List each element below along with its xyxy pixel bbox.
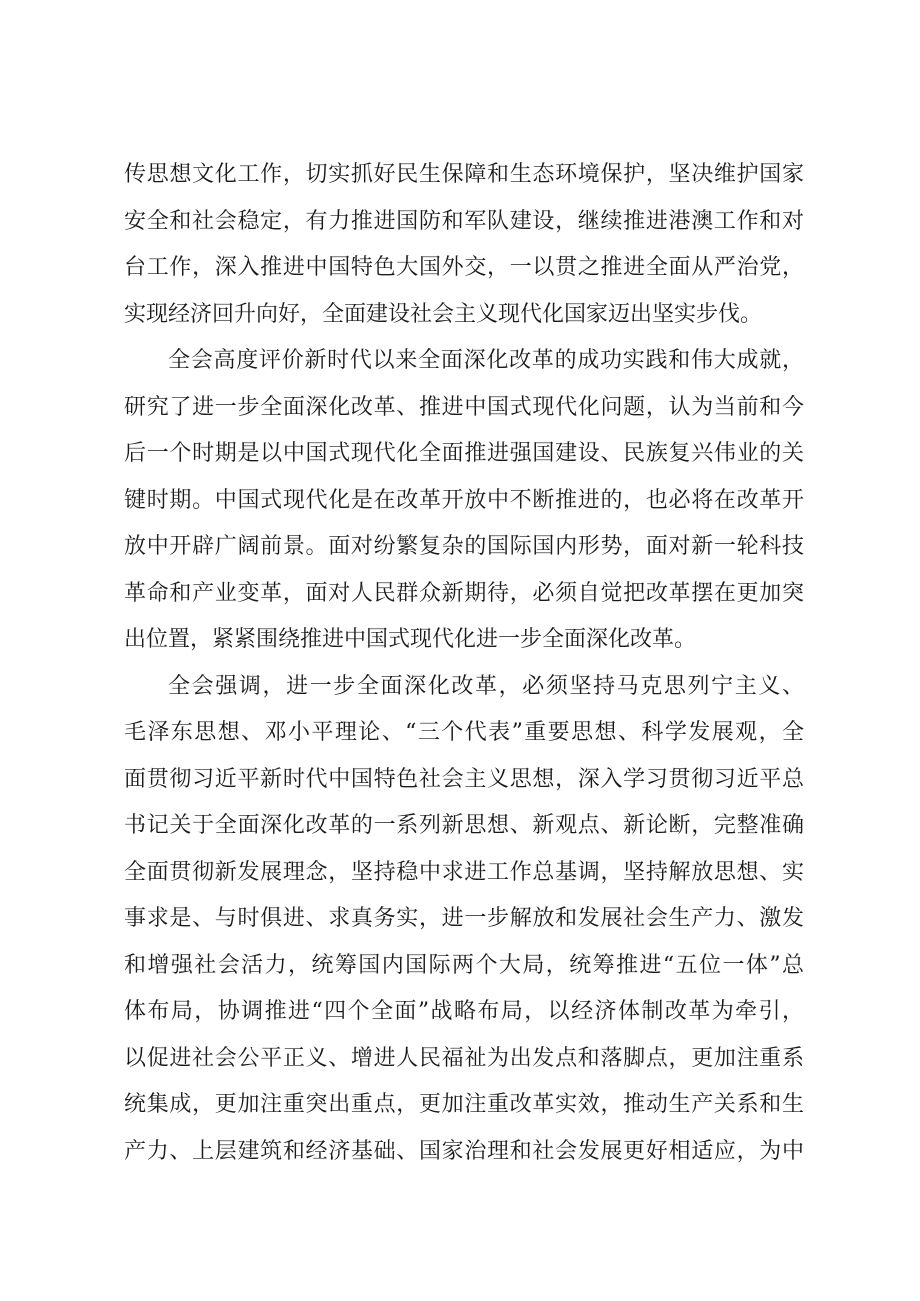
paragraph-2-line-5: 放中开辟广阔前景。面对纷繁复杂的国际国内形势，面对新一轮科技 — [124, 534, 804, 559]
paragraph-3-line-7: 和增强社会活力，统筹国内国际两个大局，统筹推进“五位一体”总 — [124, 952, 804, 978]
paragraph-1-line-4: 实现经济回升向好，全面建设社会主义现代化国家迈出坚实步伐。 — [124, 301, 763, 327]
paragraph-2-line-2: 研究了进一步全面深化改革、推进中国式现代化问题，认为当前和今 — [124, 394, 804, 420]
paragraph-3-line-9: 以促进社会公平正义、增进人民福祉为出发点和落脚点，更加注重系 — [124, 1045, 804, 1071]
paragraph-2-line-4: 键时期。中国式现代化是在改革开放中不断推进的，也必将在改革开 — [124, 487, 804, 513]
paragraph-2-line-6: 革命和产业变革，面对人民群众新期待，必须自觉把改革摆在更加突 — [124, 580, 804, 606]
paragraph-1-line-1: 传思想文化工作，切实抓好民生保障和生态环境保护，坚决维护国家 — [124, 162, 804, 187]
paragraph-3-line-3: 面贯彻习近平新时代中国特色社会主义思想，深入学习贯彻习近平总 — [124, 766, 804, 792]
paragraph-3-line-2: 毛泽东思想、邓小平理论、“三个代表”重要思想、科学发展观，全 — [124, 720, 804, 745]
paragraph-3-line-4: 书记关于全面深化改革的一系列新思想、新观点、新论断，完整准确 — [124, 813, 804, 838]
paragraph-3-line-10: 统集成，更加注重突出重点，更加注重改革实效，推动生产关系和生 — [124, 1092, 804, 1117]
paragraph-3-line-6: 事求是、与时俱进、求真务实，进一步解放和发展社会生产力、激发 — [124, 906, 804, 931]
document-body — [124, 152, 804, 1175]
paragraph-3-line-5: 全面贯彻新发展理念，坚持稳中求进工作总基调，坚持解放思想、实 — [124, 859, 804, 885]
paragraph-1-line-3: 台工作，深入推进中国特色大国外交，一以贯之推进全面从严治党， — [124, 255, 804, 280]
paragraph-1-line-2: 安全和社会稳定，有力推进国防和军队建设，继续推进港澳工作和对 — [124, 208, 804, 234]
paragraph-2-line-7: 出位置，紧紧围绕推进中国式现代化进一步全面深化改革。 — [124, 627, 697, 652]
paragraph-2-line-3: 后一个时期是以中国式现代化全面推进强国建设、民族复兴伟业的关 — [124, 441, 804, 466]
paragraph-3-line-11: 产力、上层建筑和经济基础、国家治理和社会发展更好相适应，为中 — [124, 1138, 804, 1164]
paragraph-3-line-8: 体布局，协调推进“四个全面”战略布局，以经济体制改革为牵引， — [124, 999, 804, 1024]
paragraph-2-line-1: 全会高度评价新时代以来全面深化改革的成功实践和伟大成就， — [168, 348, 804, 373]
paragraph-3-line-1: 全会强调，进一步全面深化改革，必须坚持马克思列宁主义、 — [168, 673, 804, 699]
